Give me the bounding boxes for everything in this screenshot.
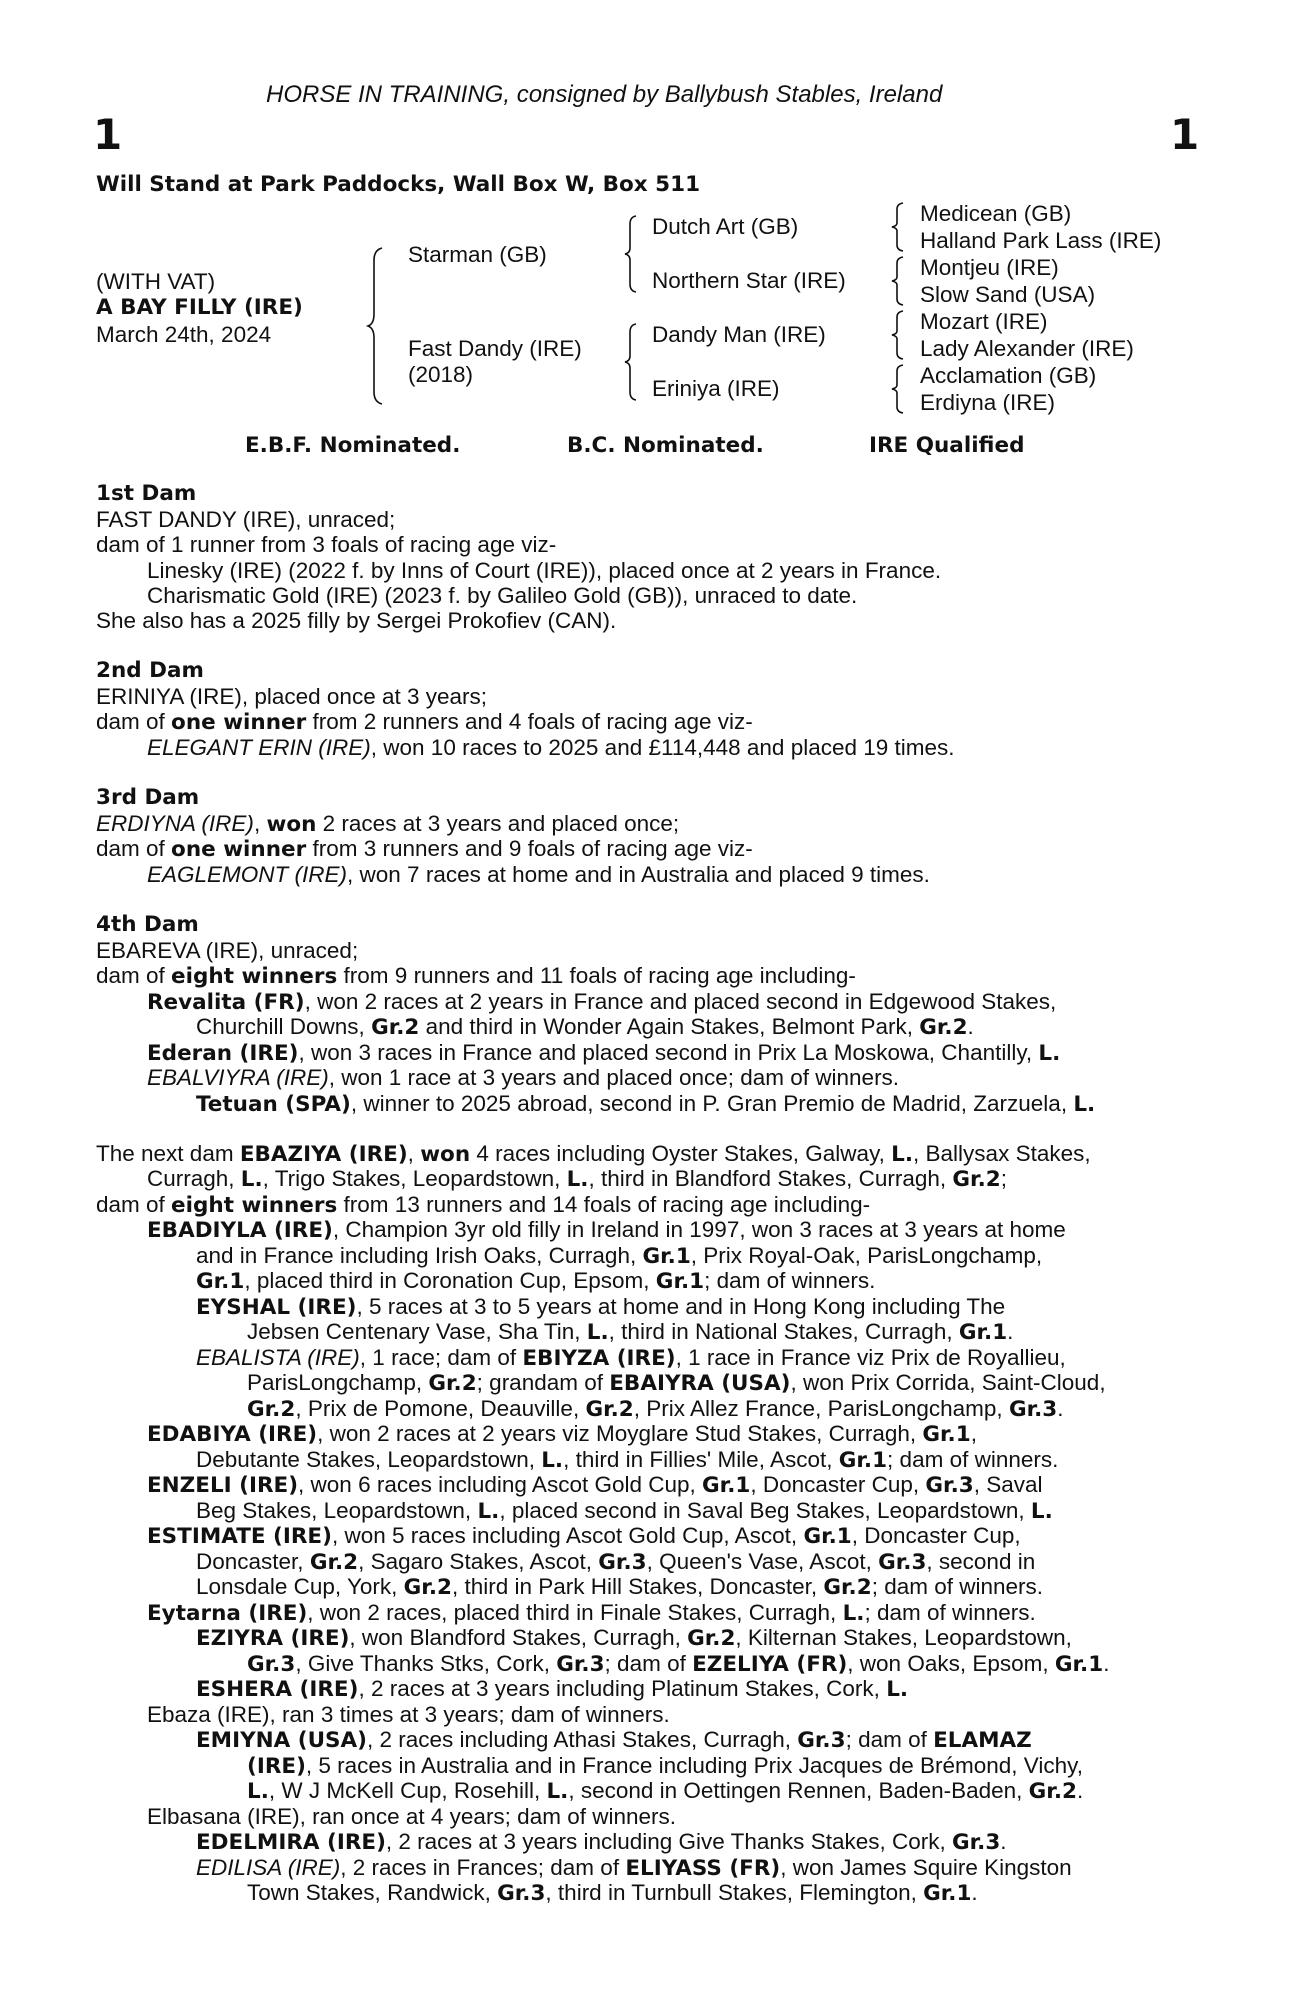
pedigree-brace-g2	[890, 255, 906, 307]
text-run: and in France including Irish Oaks, Curragh,	[196, 1243, 643, 1268]
granddam-4: Erdiyna (IRE)	[920, 390, 1056, 415]
text-run: , Ballysax Stakes,	[913, 1141, 1091, 1166]
pedigree-brace-sire	[623, 214, 639, 294]
text-run: dam of	[96, 709, 172, 734]
grade: Gr.1	[838, 1448, 888, 1473]
grade: Gr.2	[403, 1575, 452, 1600]
produce-line: Charismatic Gold (IRE) (2023 f. by Galileo Gold (GB)), unraced to date.	[147, 583, 858, 608]
text-run: , 5 races at 3 to 5 years at home and in Hong Kong including The	[356, 1294, 1006, 1319]
text-run: Town Stakes, Randwick,	[247, 1880, 498, 1905]
section-heading: 2nd Dam	[96, 658, 204, 683]
text-run: , won 2 races, placed third in Finale Stakes, Curragh,	[307, 1600, 843, 1625]
grade: Gr.2	[952, 1167, 1001, 1192]
text-run: ,	[253, 811, 267, 836]
produce-line	[247, 1370, 1106, 1397]
text-run: ; dam of winners.	[887, 1447, 1059, 1472]
grade: L.	[891, 1142, 914, 1167]
text-run: , Sagaro Stakes, Ascot,	[358, 1549, 599, 1574]
produce-line	[247, 1396, 1064, 1423]
winners-count: one winner	[171, 710, 307, 735]
text-run: , Prix Allez France, ParisLongchamp,	[633, 1396, 1009, 1421]
text-run: won	[266, 812, 317, 837]
horse-name: Ederan (IRE)	[147, 1041, 299, 1066]
text-run: 2 races at 3 years and placed once;	[316, 811, 680, 836]
grade: Gr.1	[1054, 1652, 1104, 1677]
produce-line	[147, 1523, 1021, 1550]
text-run: , Doncaster Cup,	[750, 1472, 926, 1497]
produce-line	[147, 1217, 1066, 1244]
text-run: .	[1076, 1778, 1084, 1803]
text-run: and third in Wonder Again Stakes, Belmont Park,	[419, 1014, 920, 1039]
dam-line: ERINIYA (IRE), placed once at 3 years;	[96, 684, 488, 709]
horse-name: EDILISA (IRE)	[196, 1855, 341, 1880]
horse-name: EYSHAL (IRE)	[196, 1295, 357, 1320]
grade: Gr.2	[585, 1397, 634, 1422]
produce-line	[247, 1753, 1083, 1780]
grade: L.	[541, 1448, 564, 1473]
grade: Gr.1	[803, 1524, 852, 1549]
text-run: dam of	[96, 836, 172, 861]
grade: L.	[247, 1779, 269, 1804]
grade: L.	[586, 1320, 609, 1345]
text-run: Curragh,	[147, 1166, 241, 1191]
text-run: , 5 races in Australia and in France including Prix Jacques de Brémond, Vichy,	[305, 1753, 1083, 1778]
text-run: .	[1000, 1829, 1007, 1854]
grade: Gr.3	[878, 1550, 927, 1575]
text-run: , won 2 races at 2 years viz Moyglare Stud Stakes, Curragh,	[317, 1421, 923, 1446]
grade: Gr.3	[1008, 1397, 1058, 1422]
horse-name: EBAIYRA (USA)	[609, 1371, 791, 1396]
text-run: , Kilternan Stakes, Leopardstown,	[735, 1625, 1072, 1650]
text-run: , 1 race in France viz Prix de Royallieu,	[675, 1345, 1066, 1370]
text-run: The next dam	[96, 1141, 240, 1166]
grade: Gr.1	[642, 1244, 691, 1269]
pedigree-brace-g1	[890, 201, 906, 253]
ebf-nomination: E.B.F. Nominated.	[245, 433, 461, 458]
text-run: , won 2 races at 2 years in France and placed second in Edgewood Stakes,	[304, 989, 1057, 1014]
horse-name: EZELIYA (FR)	[692, 1652, 848, 1677]
grade: Gr.3	[797, 1728, 846, 1753]
horse-name: (IRE)	[247, 1754, 306, 1779]
horse-name: EBALVIYRA (IRE)	[147, 1065, 329, 1090]
winners-count: eight winners	[171, 964, 338, 989]
text-run: , second in	[926, 1549, 1036, 1574]
grade: Gr.2	[428, 1371, 477, 1396]
dam-line	[147, 1166, 1007, 1193]
text-run: ; dam of	[845, 1727, 934, 1752]
produce-line	[196, 1447, 1058, 1474]
text-run: ; grandam of	[476, 1370, 610, 1395]
text-run: , 1 race; dam of	[359, 1345, 523, 1370]
dam-year: (2018)	[408, 362, 474, 387]
produce-line	[147, 1600, 1036, 1627]
text-run: , Prix de Pomone, Deauville,	[295, 1396, 586, 1421]
horse-name: Eytarna (IRE)	[147, 1601, 308, 1626]
text-run: , placed second in Saval Beg Stakes, Leopardstown,	[499, 1498, 1031, 1523]
horse-name: EBADIYLA (IRE)	[147, 1218, 333, 1243]
grade: Gr.1	[655, 1269, 705, 1294]
text-run: , Trigo Stakes, Leopardstown,	[262, 1166, 567, 1191]
pedigree-brace-g3	[890, 309, 906, 361]
pedigree-brace-g4	[890, 363, 906, 415]
grade: Gr.2	[1028, 1779, 1077, 1804]
produce-line	[196, 1268, 875, 1295]
text-run: , Saval	[973, 1472, 1043, 1497]
grade: L.	[566, 1167, 589, 1192]
horse-name: EMIYNA (USA)	[196, 1728, 368, 1753]
grade: Gr.2	[371, 1015, 420, 1040]
grade: Gr.1	[196, 1269, 245, 1294]
text-run: ,	[970, 1421, 977, 1446]
text-run: , won Oaks, Epsom,	[847, 1651, 1055, 1676]
grade: L.	[1030, 1499, 1053, 1524]
dam-line	[96, 1192, 870, 1219]
horse-name: ENZELI (IRE)	[147, 1473, 299, 1498]
horse-name: Tetuan (SPA)	[196, 1092, 351, 1117]
pedigree-brace-main	[366, 246, 386, 406]
text-run: , third in Blandford Stakes, Curragh,	[588, 1166, 953, 1191]
winners-count: one winner	[171, 837, 307, 862]
text-run: from 2 runners and 4 foals of racing age viz-	[306, 709, 753, 734]
produce-line	[247, 1880, 978, 1907]
horse-name: EZIYRA (IRE)	[196, 1626, 350, 1651]
text-run: , Queen's Vase, Ascot,	[646, 1549, 879, 1574]
grade: Gr.2	[823, 1575, 872, 1600]
text-run: , won Blandford Stakes, Curragh,	[349, 1625, 688, 1650]
produce-line	[196, 1498, 1053, 1525]
horse-name: EBALISTA (IRE)	[196, 1345, 360, 1370]
produce-line	[196, 1549, 1035, 1576]
text-run: dam of	[96, 963, 172, 988]
text-run: dam of	[96, 1192, 172, 1217]
text-run: ParisLongchamp,	[247, 1370, 429, 1395]
horse-name: ESHERA (IRE)	[196, 1677, 359, 1702]
produce-line	[247, 1651, 1109, 1678]
dam-line: FAST DANDY (IRE), unraced;	[96, 507, 396, 532]
grade: Gr.2	[919, 1015, 968, 1040]
grade: L.	[886, 1677, 909, 1702]
text-run: , winner to 2025 abroad, second in P. Gran Premio de Madrid, Zarzuela,	[350, 1091, 1074, 1116]
text-run: from 13 runners and 14 foals of racing age including-	[337, 1192, 871, 1217]
grade: L.	[842, 1601, 865, 1626]
text-run: , Give Thanks Stks, Cork,	[295, 1651, 557, 1676]
horse-name: ELEGANT ERIN (IRE)	[147, 735, 371, 760]
horse-name: ELIYASS (FR)	[625, 1856, 781, 1881]
text-run: , 2 races including Athasi Stakes, Curragh,	[367, 1727, 798, 1752]
text-run: , 2 races at 3 years including Give Thanks Stakes, Cork,	[385, 1829, 952, 1854]
horse-name: EBAZIYA (IRE)	[239, 1142, 408, 1167]
grade: Gr.2	[309, 1550, 359, 1575]
text-run: , second in Oettingen Rennen, Baden-Baden,	[568, 1778, 1029, 1803]
text-run: , won James Squire Kingston	[780, 1855, 1072, 1880]
grade: Gr.3	[951, 1830, 1001, 1855]
text-run: , 2 races in Frances; dam of	[340, 1855, 626, 1880]
winners-count: eight winners	[171, 1193, 338, 1218]
produce-line	[196, 1727, 1032, 1754]
dam: Fast Dandy (IRE)	[408, 336, 582, 361]
pedigree-brace-dam	[623, 322, 639, 402]
grade: Gr.1	[923, 1881, 972, 1906]
produce-line	[196, 1574, 1043, 1601]
text-run: Doncaster,	[196, 1549, 310, 1574]
vat-note: (WITH VAT)	[96, 269, 216, 294]
section-heading: 3rd Dam	[96, 785, 200, 810]
grade: Gr.3	[497, 1881, 546, 1906]
grade: Gr.2	[687, 1626, 736, 1651]
horse-dob: March 24th, 2024	[96, 322, 272, 347]
text-run: .	[1103, 1651, 1110, 1676]
text-run: , won 5 races including Ascot Gold Cup, Ascot,	[331, 1523, 804, 1548]
sire-sire: Dutch Art (GB)	[652, 214, 799, 239]
text-run: , Champion 3yr old filly in Ireland in 1997, won 3 races at 3 years at home	[332, 1217, 1066, 1242]
text-run: , third in Turnbull Stakes, Flemington,	[545, 1880, 924, 1905]
text-run: , won 6 races including Ascot Gold Cup,	[298, 1472, 703, 1497]
grade: L.	[1073, 1092, 1096, 1117]
grade: Gr.3	[247, 1652, 296, 1677]
produce-line	[196, 1625, 1072, 1652]
dam-line	[96, 1141, 1091, 1168]
text-run: Churchill Downs,	[196, 1014, 372, 1039]
text-run: ; dam of winners.	[704, 1268, 876, 1293]
produce-line	[196, 1243, 1042, 1270]
text-run: from 9 runners and 11 foals of racing age including-	[337, 963, 856, 988]
text-run: , won 10 races to 2025 and £114,448 and placed 19 times.	[370, 735, 955, 760]
text-run: from 3 runners and 9 foals of racing age viz-	[306, 836, 753, 861]
grade: Gr.1	[702, 1473, 751, 1498]
produce-line	[247, 1778, 1083, 1805]
text-run: , third in Fillies' Mile, Ascot,	[563, 1447, 839, 1472]
dam-line	[96, 709, 753, 736]
text-run: .	[967, 1014, 974, 1039]
produce-line	[147, 1421, 977, 1448]
grandsire-3: Mozart (IRE)	[920, 309, 1048, 334]
text-run: .	[1007, 1319, 1014, 1344]
grade: Gr.2	[247, 1397, 296, 1422]
horse-name: ESTIMATE (IRE)	[147, 1524, 332, 1549]
lot-number-left: 1	[93, 110, 123, 159]
text-run: .	[1057, 1396, 1064, 1421]
granddam-1: Halland Park Lass (IRE)	[920, 228, 1162, 253]
horse-name: Revalita (FR)	[147, 990, 305, 1015]
grandsire-4: Acclamation (GB)	[920, 363, 1097, 388]
text-run: ; dam of winners.	[871, 1574, 1044, 1599]
horse-name: EAGLEMONT (IRE)	[147, 862, 348, 887]
text-run: ,	[407, 1141, 421, 1166]
grade: Gr.1	[958, 1320, 1008, 1345]
text-run: ;	[1000, 1166, 1007, 1191]
grade: Gr.3	[598, 1550, 647, 1575]
horse-name: ELAMAZ	[933, 1728, 1032, 1753]
grade: Gr.3	[925, 1473, 974, 1498]
grade: L.	[1038, 1041, 1061, 1066]
text-run: , won 1 race at 3 years and placed once; dam of winners.	[328, 1065, 900, 1090]
grade: L.	[477, 1499, 500, 1524]
horse-name: A BAY FILLY (IRE)	[96, 295, 303, 320]
dam-line: She also has a 2025 filly by Sergei Prokofiev (CAN).	[96, 608, 617, 633]
text-run: , third in National Stakes, Curragh,	[608, 1319, 959, 1344]
produce-line	[196, 1091, 1095, 1118]
horse-name: EDELMIRA (IRE)	[196, 1830, 386, 1855]
section-heading: 1st Dam	[96, 481, 197, 506]
produce-line	[247, 1319, 1013, 1346]
lot-number-right: 1	[1170, 110, 1200, 159]
section-heading: 4th Dam	[96, 912, 199, 937]
granddam-2: Slow Sand (USA)	[920, 282, 1096, 307]
stand-location: Will Stand at Park Paddocks, Wall Box W, Box 511	[96, 172, 701, 197]
dam-line	[96, 836, 753, 863]
produce-line	[196, 1014, 974, 1041]
produce-line	[147, 989, 1056, 1016]
horse-name: EDABIYA (IRE)	[147, 1422, 318, 1447]
bc-nomination: B.C. Nominated.	[567, 433, 764, 458]
dam-dam: Eriniya (IRE)	[652, 376, 780, 401]
produce-line	[147, 1472, 1043, 1499]
text-run: , 2 races at 3 years including Platinum Stakes, Cork,	[358, 1676, 887, 1701]
grandsire-1: Medicean (GB)	[920, 201, 1072, 226]
produce-line	[147, 735, 955, 761]
grade: Gr.3	[556, 1652, 605, 1677]
text-run: Jebsen Centenary Vase, Sha Tin,	[247, 1319, 587, 1344]
dam-line	[96, 811, 679, 838]
produce-line	[196, 1676, 908, 1703]
produce-line	[196, 1294, 1005, 1321]
text-run: , third in Park Hill Stakes, Doncaster,	[451, 1574, 824, 1599]
text-run: , placed third in Coronation Cup, Epsom,	[244, 1268, 656, 1293]
dam-line: EBAREVA (IRE), unraced;	[96, 938, 359, 963]
text-run: 4 races including Oyster Stakes, Galway,	[470, 1141, 892, 1166]
text-run: , won Prix Corrida, Saint-Cloud,	[790, 1370, 1106, 1395]
dam-sire: Dandy Man (IRE)	[652, 322, 826, 347]
produce-line	[196, 1829, 1007, 1856]
sire: Starman (GB)	[408, 242, 547, 267]
produce-line	[196, 1345, 1066, 1372]
produce-line	[147, 1040, 1060, 1067]
text-run: .	[971, 1880, 978, 1905]
grade: L.	[240, 1167, 263, 1192]
produce-line: Ebaza (IRE), ran 3 times at 3 years; dam of winners.	[147, 1702, 670, 1727]
produce-line: Elbasana (IRE), ran once at 4 years; dam of winners.	[147, 1804, 677, 1829]
consignment-header: HORSE IN TRAINING, consigned by Ballybush Stables, Ireland	[266, 81, 943, 108]
text-run: ; dam of winners.	[864, 1600, 1036, 1625]
dam-line	[96, 963, 856, 990]
text-run: Beg Stakes, Leopardstown,	[196, 1498, 478, 1523]
grade: Gr.1	[922, 1422, 971, 1447]
grade: L.	[546, 1779, 569, 1804]
produce-line: Linesky (IRE) (2022 f. by Inns of Court (IRE)), placed once at 2 years in France.	[147, 558, 942, 583]
produce-line	[147, 862, 930, 888]
text-run: , won 3 races in France and placed second in Prix La Moskowa, Chantilly,	[298, 1040, 1039, 1065]
grandsire-2: Montjeu (IRE)	[920, 255, 1059, 280]
ire-qualified: IRE Qualified	[869, 433, 1025, 458]
text-run: Debutante Stakes, Leopardstown,	[196, 1447, 542, 1472]
text-run: ; dam of	[604, 1651, 693, 1676]
sire-dam: Northern Star (IRE)	[652, 268, 846, 293]
produce-line	[196, 1855, 1072, 1882]
text-run: , W J McKell Cup, Rosehill,	[268, 1778, 547, 1803]
text-run: won	[420, 1142, 471, 1167]
text-run: , won 7 races at home and in Australia and placed 9 times.	[347, 862, 930, 887]
text-run: , Doncaster Cup,	[851, 1523, 1021, 1548]
horse-name: EBIYZA (IRE)	[522, 1346, 676, 1371]
text-run: Lonsdale Cup, York,	[196, 1574, 404, 1599]
horse-name: ERDIYNA (IRE)	[96, 811, 254, 836]
text-run: , Prix Royal-Oak, ParisLongchamp,	[690, 1243, 1043, 1268]
granddam-3: Lady Alexander (IRE)	[920, 336, 1134, 361]
dam-line: dam of 1 runner from 3 foals of racing age viz-	[96, 532, 557, 557]
produce-line	[147, 1065, 899, 1091]
